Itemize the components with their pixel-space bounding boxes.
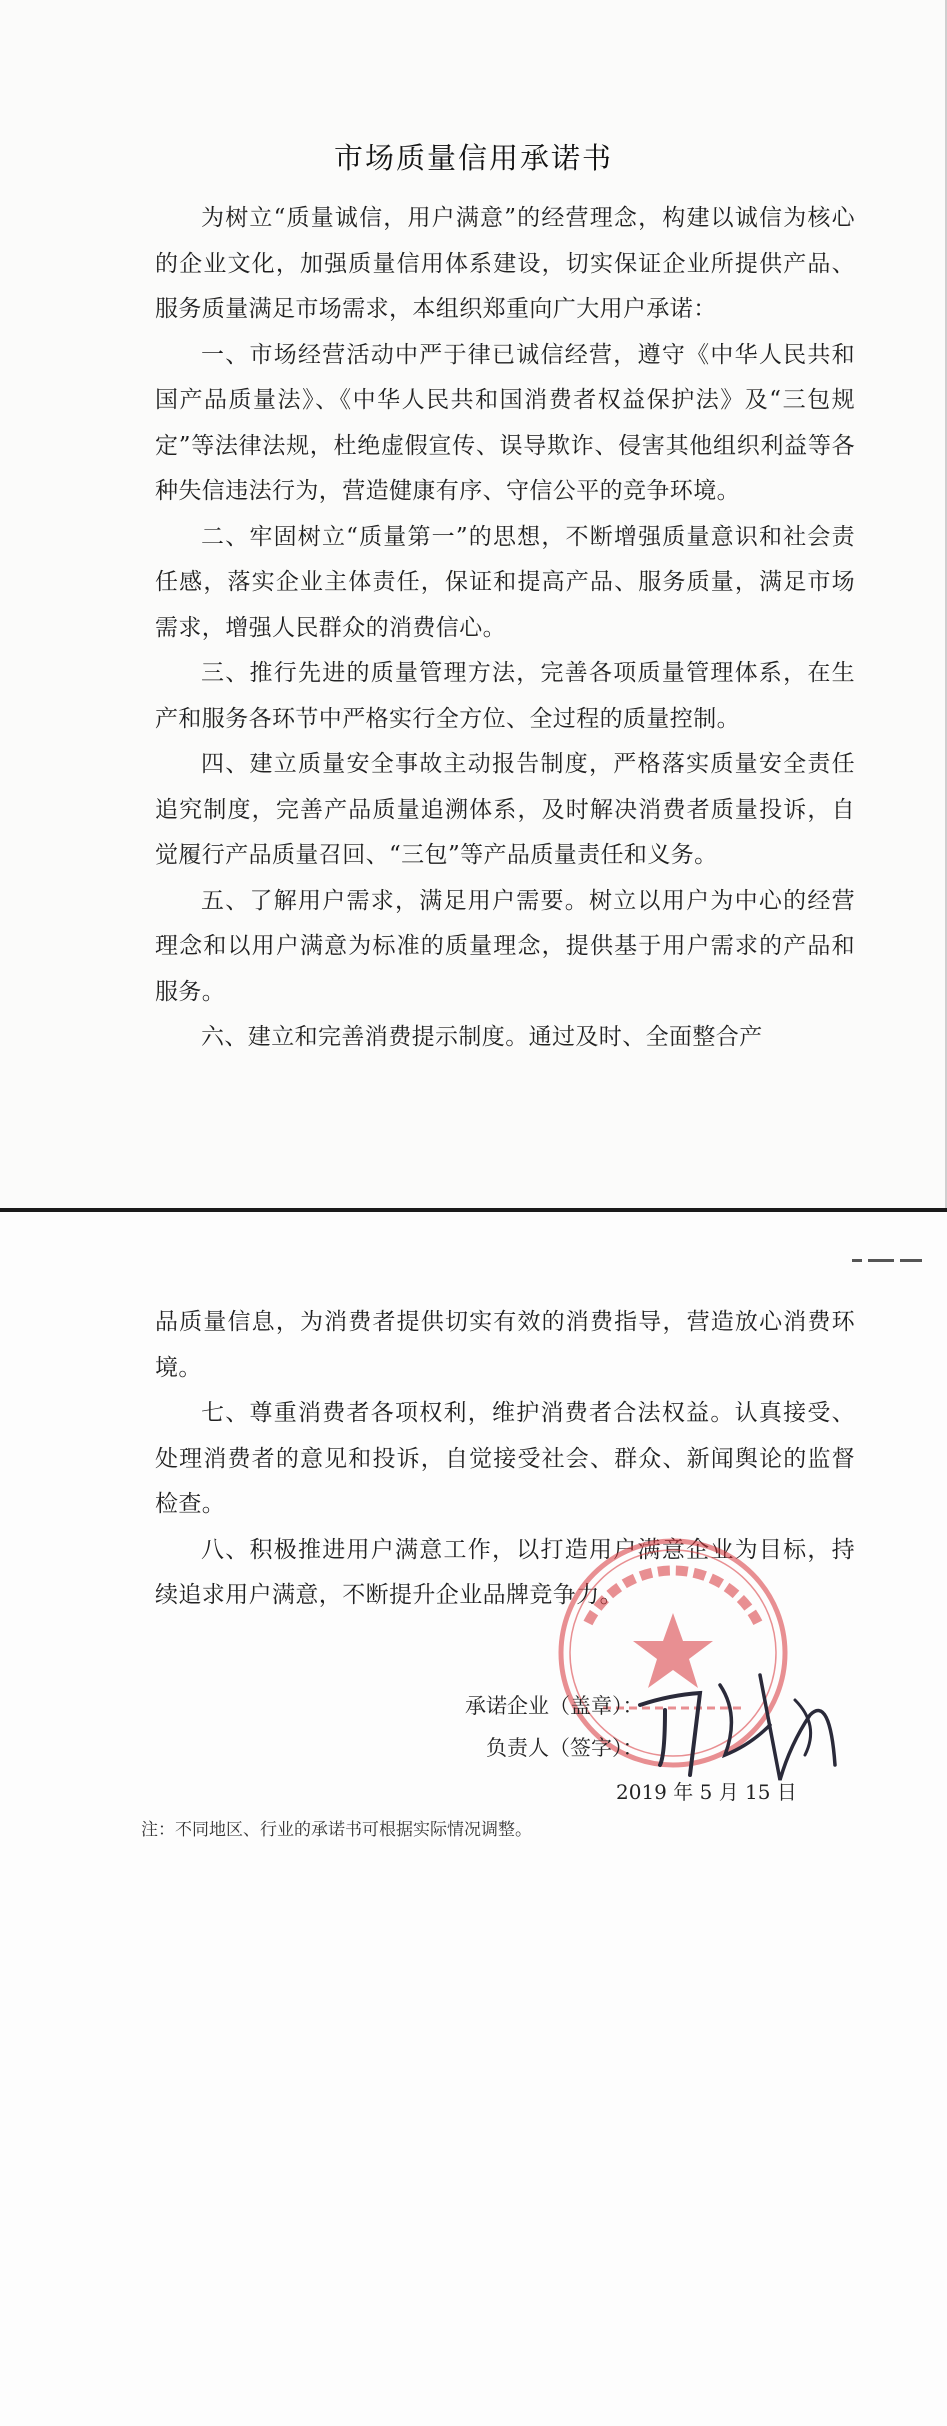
clause-six-start: 六、建立和完善消费提示制度。通过及时、全面整合产 [201,1024,763,1050]
clause-five: 五、了解用户需求，满足用户需要。树立以用户为中心的经营理念和以用户满意为标准的质量理念，提供基于用户需求的产品和服务。 [155,887,855,1005]
scan-mark [852,1258,922,1264]
page-one-body [155,196,855,1061]
footnote: 注：不同地区、行业的承诺书可根据实际情况调整。 [141,1820,532,1840]
responsible-person-label: 负责人（签字）： [486,1736,644,1760]
clause-eight: 八、积极推进用户满意工作，以打造用户满意企业为目标，持续追求用户满意，不断提升企业品牌竞争力。 [155,1536,855,1608]
clause-six-end: 品质量信息，为消费者提供切实有效的消费指导，营造放心消费环境。 [155,1309,855,1381]
document-title: 市场质量信用承诺书 [333,141,613,175]
clause-two: 二、牢固树立“质量第一”的思想，不断增强质量意识和社会责任感，落实企业主体责任，保证和提高产品、服务质量，满足市场需求，增强人民群众的消费信心。 [155,523,855,641]
handwritten-signature [630,1655,860,1790]
clause-four: 四、建立质量安全事故主动报告制度，严格落实质量安全责任追究制度，完善产品质量追溯体系，及时解决消费者质量投诉，自觉履行产品质量召回、“三包”等产品质量责任和义务。 [155,751,855,868]
clause-one: 一、市场经营活动中严于律已诚信经营，遵守《中华人民共和国产品质量法》、《中华人民共和国消费者权益保护法》及“三包规定”等法律法规，杜绝虚假宣传、误导欺诈、侵害其他组织利益等各种失信违法行为，营造健康有序、守信公平的竞争环境。 [155,341,855,504]
clause-seven: 七、尊重消费者各项权利，维护消费者合法权益。认真接受、处理消费者的意见和投诉，自觉接受社会、群众、新闻舆论的监督检查。 [155,1400,855,1517]
clause-three: 三、推行先进的质量管理方法，完善各项质量管理体系，在生产和服务各环节中严格实行全方位、全过程的质量控制。 [155,660,855,732]
signing-date: 2019 年 5 月 15 日 [616,1780,797,1804]
intro-paragraph: 为树立“质量诚信，用户满意”的经营理念，构建以诚信为核心的企业文化，加强质量信用体系建设，切实保证企业所提供产品、服务质量满足市场需求，本组织郑重向广大用户承诺： [155,205,855,322]
company-seal-label: 承诺企业（盖章）： [465,1694,644,1718]
